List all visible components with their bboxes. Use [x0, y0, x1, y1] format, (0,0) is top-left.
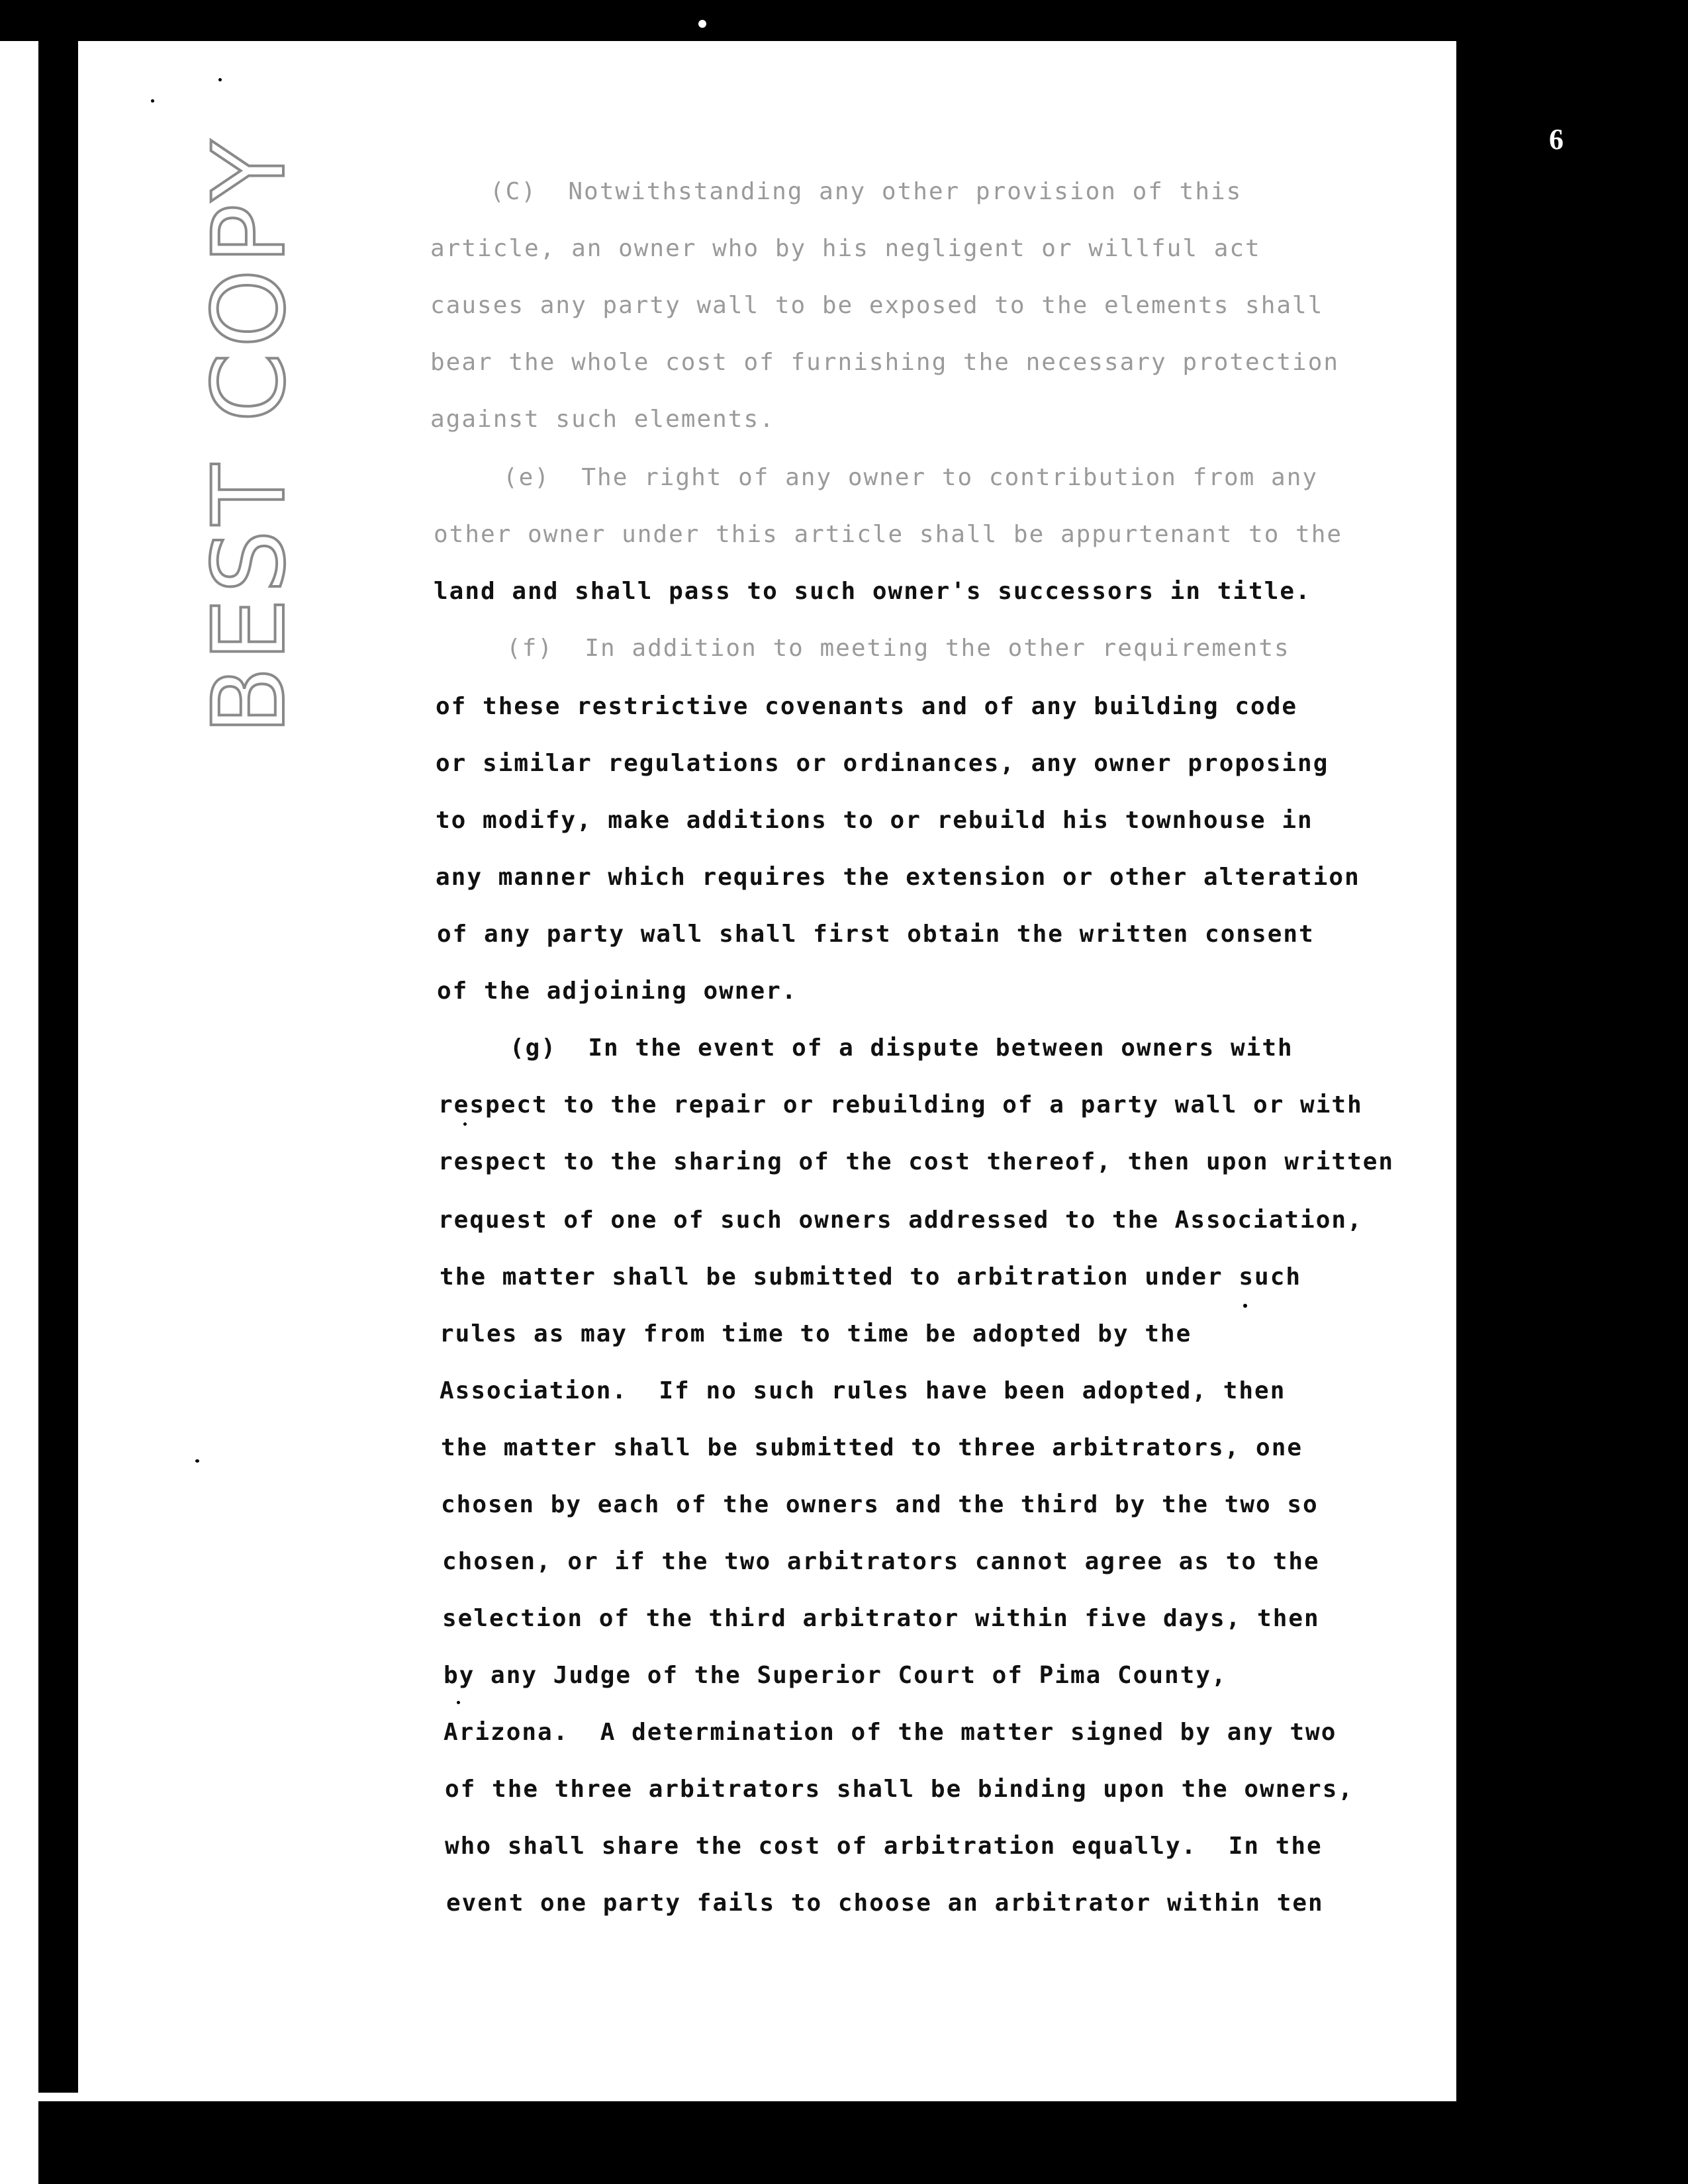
text-line: causes any party wall to be exposed to the elements shall: [430, 292, 1324, 319]
text-line: who shall share the cost of arbitration equally. In the: [445, 1833, 1323, 1860]
text-line: land and shall pass to such owner's successors in title.: [434, 578, 1311, 605]
text-line: article, an owner who by his negligent or willful act: [430, 235, 1261, 262]
text-line: request of one of such owners addressed to the Association,: [438, 1206, 1363, 1234]
text-line: the matter shall be submitted to three arbitrators, one: [441, 1434, 1303, 1461]
text-line: of the three arbitrators shall be binding upon the owners,: [445, 1776, 1354, 1803]
text-line: any manner which requires the extension or other alteration: [436, 864, 1360, 891]
scan-border-bottom: [38, 2101, 1601, 2184]
text-line: bear the whole cost of furnishing the necessary protection: [430, 349, 1340, 376]
scan-border-left: [38, 41, 78, 2093]
scan-speck: [463, 1122, 467, 1126]
best-copy-stamp: BEST COPY: [192, 135, 307, 735]
scan-speck: [1243, 1304, 1247, 1308]
scan-speck: [457, 1701, 460, 1704]
text-line: selection of the third arbitrator within five days, then: [442, 1605, 1320, 1632]
scan-border-right: [1456, 0, 1688, 2184]
text-line: Arizona. A determination of the matter signed by any two: [444, 1719, 1337, 1746]
text-line: (C) Notwithstanding any other provision of this: [490, 178, 1243, 205]
text-line: respect to the sharing of the cost thereof, then upon written: [438, 1148, 1395, 1175]
text-line: (g) In the event of a dispute between owners with: [510, 1034, 1293, 1062]
text-line: chosen by each of the owners and the third by the two so: [441, 1491, 1319, 1518]
page-mark: 6: [1549, 123, 1564, 156]
scan-speck: [86, 162, 98, 177]
text-line: (f) In addition to meeting the other requirements: [506, 635, 1290, 662]
text-line: other owner under this article shall be appurtenant to the: [434, 521, 1343, 548]
text-line: respect to the repair or rebuilding of a party wall or with: [438, 1091, 1363, 1118]
text-line: of the adjoining owner.: [437, 978, 798, 1005]
scan-speck: [698, 20, 706, 28]
text-line: Association. If no such rules have been adopted, then: [440, 1377, 1286, 1404]
text-line: chosen, or if the two arbitrators cannot agree as to the: [442, 1548, 1320, 1575]
scan-speck: [218, 78, 222, 81]
scan-speck: [151, 99, 154, 103]
scan-border-top: [0, 0, 1688, 41]
scan-speck: [195, 1459, 199, 1463]
scan-speck: [1456, 2058, 1460, 2062]
text-line: to modify, make additions to or rebuild his townhouse in: [436, 807, 1313, 834]
text-line: the matter shall be submitted to arbitration under such: [440, 1263, 1302, 1291]
text-line: by any Judge of the Superior Court of Pima County,: [444, 1662, 1227, 1689]
text-line: event one party fails to choose an arbitrator within ten: [446, 1889, 1324, 1917]
text-line: or similar regulations or ordinances, any owner proposing: [436, 750, 1329, 777]
text-line: of any party wall shall first obtain the written consent: [437, 921, 1315, 948]
text-line: (e) The right of any owner to contribution from any: [503, 464, 1319, 491]
text-line: of these restrictive covenants and of any building code: [436, 693, 1298, 720]
text-line: rules as may from time to time be adopted by the: [440, 1320, 1192, 1347]
text-line: against such elements.: [430, 406, 775, 433]
